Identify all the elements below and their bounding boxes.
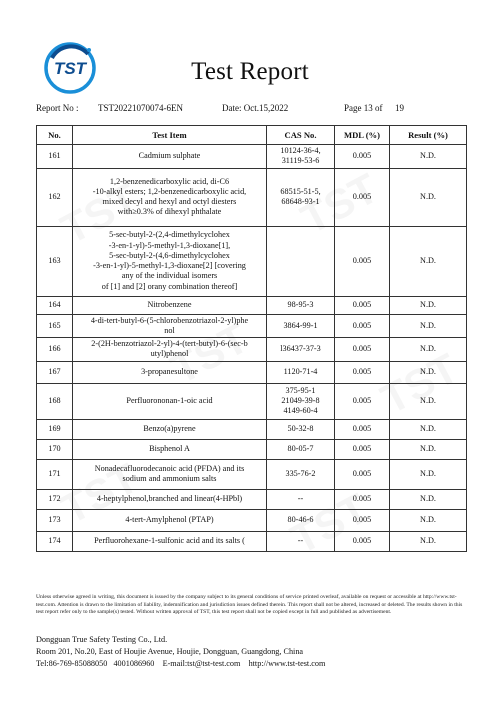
row-result: N.D. — [390, 531, 467, 551]
row-result: N.D. — [390, 226, 467, 296]
contact-line — [36, 658, 325, 670]
header-no: No. — [37, 126, 73, 145]
phone-2: 4001086960 — [113, 658, 155, 668]
row-test-item: Perfluorononan-1-oic acid — [73, 383, 267, 419]
row-mdl: 0.005 — [335, 531, 390, 551]
row-cas-no: 375-95-1 21049-39-8 4149-60-4 — [267, 383, 335, 419]
table-row — [37, 338, 467, 362]
report-date: Date: Oct.15,2022 — [222, 103, 289, 113]
row-mdl: 0.005 — [335, 383, 390, 419]
table-row — [37, 314, 467, 338]
row-no: 174 — [37, 531, 73, 551]
row-mdl: 0.005 — [335, 439, 390, 459]
row-mdl: 0.005 — [335, 168, 390, 226]
row-result: N.D. — [390, 439, 467, 459]
row-result: N.D. — [390, 338, 467, 362]
row-test-item: Benzo(a)pyrene — [73, 419, 267, 439]
row-test-item: 4-di-tert-butyl-6-(5-chlorobenzotriazol-2-yl)phe nol — [73, 314, 267, 338]
row-mdl: 0.005 — [335, 509, 390, 531]
row-test-item: 3-propanesultone — [73, 361, 267, 383]
row-test-item: 4-tert-Amylphenol (PTAP) — [73, 509, 267, 531]
row-result: N.D. — [390, 509, 467, 531]
row-cas-no: 50-32-8 — [267, 419, 335, 439]
row-no: 162 — [37, 168, 73, 226]
page-title: Test Report — [191, 58, 309, 85]
row-result: N.D. — [390, 296, 467, 314]
row-no: 169 — [37, 419, 73, 439]
row-test-item: 4-heptylphenol,branched and linear(4-HPbl) — [73, 489, 267, 509]
disclaimer-text: Unless otherwise agreed in writing, this document is issued by the company subject to its general conditions of service printed overleaf, available on request or accessible at http://www.tst-test.com. Attention is drawn to the limitation of liability, indemnification and jurisdiction issues defined therein. This report shall not be altered, increased or deleted. The results shown in this test report refer only to the sample(s) tested. Without written approval of TST, this test report shall not be copied except in full and published as advertisement. — [36, 594, 463, 616]
table-row — [37, 296, 467, 314]
row-mdl: 0.005 — [335, 459, 390, 489]
row-mdl: 0.005 — [335, 296, 390, 314]
row-no: 173 — [37, 509, 73, 531]
row-no: 165 — [37, 314, 73, 338]
row-no: 170 — [37, 439, 73, 459]
table-row — [37, 383, 467, 419]
row-cas-no: -- — [267, 531, 335, 551]
row-result: N.D. — [390, 168, 467, 226]
row-no: 163 — [37, 226, 73, 296]
row-result: N.D. — [390, 361, 467, 383]
table-header-row — [37, 126, 467, 145]
table-row — [37, 419, 467, 439]
report-no-label: Report No : — [36, 103, 79, 113]
row-mdl: 0.005 — [335, 314, 390, 338]
website-link[interactable]: http://www.tst-test.com — [248, 658, 326, 668]
row-no: 166 — [37, 338, 73, 362]
row-mdl: 0.005 — [335, 489, 390, 509]
table-row — [37, 226, 467, 296]
row-no: 168 — [37, 383, 73, 419]
row-result: N.D. — [390, 459, 467, 489]
company-name: Dongguan True Safety Testing Co., Ltd. — [36, 635, 168, 644]
row-test-item: Bisphenol A — [73, 439, 267, 459]
email-link[interactable]: E-mail:tst@tst-test.com — [162, 658, 241, 668]
table-row — [37, 531, 467, 551]
row-test-item: Cadmium sulphate — [73, 145, 267, 169]
row-cas-no: 68515-51-5, 68648-93-1 — [267, 168, 335, 226]
row-cas-no — [267, 226, 335, 296]
row-mdl: 0.005 — [335, 419, 390, 439]
report-no: TST20221070074-6EN — [98, 103, 183, 113]
row-result: N.D. — [390, 145, 467, 169]
row-result: N.D. — [390, 314, 467, 338]
row-cas-no: 10124-36-4, 31119-53-6 — [267, 145, 335, 169]
row-test-item: Nitrobenzene — [73, 296, 267, 314]
header-test-item: Test Item — [73, 126, 267, 145]
table-row — [37, 145, 467, 169]
row-test-item: 2-(2H-benzotriazol-2-yl)-4-(tert-butyl)-6-(sec-b utyl)phenol — [73, 338, 267, 362]
row-mdl: 0.005 — [335, 226, 390, 296]
row-cas-no: 335-76-2 — [267, 459, 335, 489]
row-test-item: 5-sec-butyl-2-(2,4-dimethylcyclohex -3-en-1-yl)-5-methyl-1,3-dioxane[1], 5-sec-butyl-2-(4,6-dimethylcyclohex -3-en-1-yl)-5-methyl-1,3-dioxane[2] [covering any of the individual isomers of [1] and [2] orany combination thereof] — [73, 226, 267, 296]
header-cas-no: CAS No. — [267, 126, 335, 145]
row-test-item: 1,2-benzenedicarboxylic acid, di-C6 -10-alkyl esters; 1,2-benzenedicarboxylic acid, mixed decyl and hexyl and octyl diesters with≥0.3% of dihexyl phthalate — [73, 168, 267, 226]
page-label: Page 13 of — [344, 103, 383, 113]
row-cas-no: 80-05-7 — [267, 439, 335, 459]
row-test-item: Perfluorohexane-1-sulfonic acid and its salts ( — [73, 531, 267, 551]
page-total: 19 — [395, 103, 404, 113]
row-mdl: 0.005 — [335, 145, 390, 169]
row-cas-no: l36437-37-3 — [267, 338, 335, 362]
tel: Tel:86-769-85088050 — [36, 658, 108, 668]
table-row — [37, 361, 467, 383]
row-test-item: Nonadecafluorodecanoic acid (PFDA) and its sodium and ammonium salts — [73, 459, 267, 489]
row-mdl: 0.005 — [335, 338, 390, 362]
table-row — [37, 439, 467, 459]
row-no: 167 — [37, 361, 73, 383]
table-row — [37, 489, 467, 509]
row-cas-no: -- — [267, 489, 335, 509]
table-row — [37, 509, 467, 531]
row-no: 172 — [37, 489, 73, 509]
row-no: 171 — [37, 459, 73, 489]
company-footer — [36, 634, 325, 670]
company-address: Room 201, No.20, East of Houjie Avenue, Houjie, Dongguan, Guangdong, China — [36, 646, 304, 656]
row-mdl: 0.005 — [335, 361, 390, 383]
row-cas-no: 1120-71-4 — [267, 361, 335, 383]
row-result: N.D. — [390, 419, 467, 439]
row-cas-no: 3864-99-1 — [267, 314, 335, 338]
row-cas-no: 80-46-6 — [267, 509, 335, 531]
header-mdl: MDL (%) — [335, 126, 390, 145]
row-no: 161 — [37, 145, 73, 169]
row-result: N.D. — [390, 383, 467, 419]
header-result: Result (%) — [390, 126, 467, 145]
svg-text:TST: TST — [53, 59, 87, 78]
row-cas-no: 98-95-3 — [267, 296, 335, 314]
table-row — [37, 459, 467, 489]
results-table — [36, 125, 467, 552]
row-no: 164 — [37, 296, 73, 314]
row-result: N.D. — [390, 489, 467, 509]
table-row — [37, 168, 467, 226]
